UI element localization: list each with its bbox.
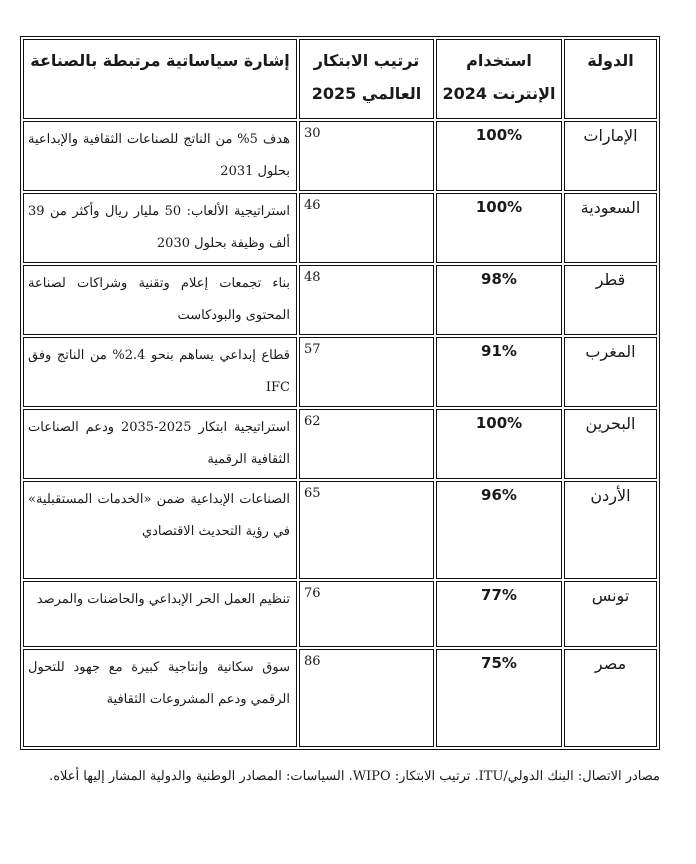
usage-cell: 98% (436, 265, 562, 335)
country-cell: قطر (564, 265, 657, 335)
policy-cell: استراتيجية ابتكار 2025-2035 ودعم الصناعات الثقافية الرقمية (23, 409, 297, 479)
policy-cell: سوق سكانية وإنتاجية كبيرة مع جهود للتحول الرقمي ودعم المشروعات الثقافية (23, 649, 297, 747)
country-cell: مصر (564, 649, 657, 747)
rank-cell: 86 (299, 649, 434, 747)
usage-cell: 77% (436, 581, 562, 647)
table-row (23, 121, 657, 191)
source-note: مصادر الاتصال: البنك الدولي/ITU. ترتيب الابتكار: WIPO. السياسات: المصادر الوطنية والدولية المشار إليها أعلاه. (49, 769, 660, 784)
rank-cell: 62 (299, 409, 434, 479)
usage-cell: 75% (436, 649, 562, 747)
table-row (23, 265, 657, 335)
country-cell: البحرين (564, 409, 657, 479)
country-cell: تونس (564, 581, 657, 647)
usage-cell: 91% (436, 337, 562, 407)
country-cell: الإمارات (564, 121, 657, 191)
table-row (23, 337, 657, 407)
comparison-table (20, 36, 660, 750)
header-policy: إشارة سياساتية مرتبطة بالصناعة (23, 39, 297, 119)
table-row (23, 193, 657, 263)
rank-cell: 46 (299, 193, 434, 263)
header-internet-usage: استخدام الإنترنت 2024 (436, 39, 562, 119)
rank-cell: 57 (299, 337, 434, 407)
rank-cell: 30 (299, 121, 434, 191)
rank-cell: 76 (299, 581, 434, 647)
policy-cell: قطاع إبداعي يساهم بنحو 2.4% من الناتج وفق IFC (23, 337, 297, 407)
usage-cell: 100% (436, 409, 562, 479)
policy-cell: تنظيم العمل الحر الإبداعي والحاضنات والمرصد (23, 581, 297, 647)
table-header-row (23, 39, 657, 119)
policy-cell: استراتيجية الألعاب: 50 مليار ريال وأكثر من 39 ألف وظيفة بحلول 2030 (23, 193, 297, 263)
country-cell: الأردن (564, 481, 657, 579)
country-cell: السعودية (564, 193, 657, 263)
rank-cell: 65 (299, 481, 434, 579)
table-row (23, 649, 657, 747)
table-row (23, 481, 657, 579)
policy-cell: هدف 5% من الناتج للصناعات الثقافية والإبداعية بحلول 2031 (23, 121, 297, 191)
usage-cell: 96% (436, 481, 562, 579)
header-country: الدولة (564, 39, 657, 119)
policy-cell: بناء تجمعات إعلام وتقنية وشراكات لصناعة المحتوى والبودكاست (23, 265, 297, 335)
rank-cell: 48 (299, 265, 434, 335)
usage-cell: 100% (436, 121, 562, 191)
policy-cell: الصناعات الإبداعية ضمن «الخدمات المستقبلية» في رؤية التحديث الاقتصادي (23, 481, 297, 579)
header-innovation-rank: ترتيب الابتكار العالمي 2025 (299, 39, 434, 119)
table-row (23, 409, 657, 479)
table-row (23, 581, 657, 647)
usage-cell: 100% (436, 193, 562, 263)
country-cell: المغرب (564, 337, 657, 407)
